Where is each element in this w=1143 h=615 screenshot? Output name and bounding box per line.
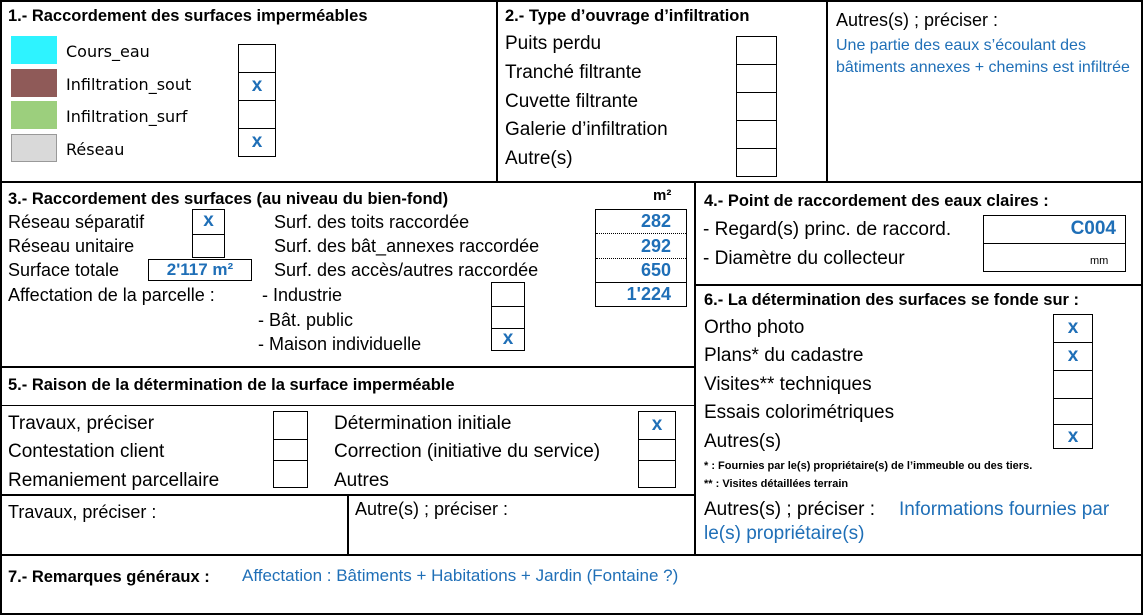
surface-totale-label: Surface totale: [8, 260, 120, 280]
raison-label: Détermination initiale: [334, 413, 512, 434]
reseau-separatif-checkbox[interactable]: x: [192, 209, 225, 235]
autres-preciser-label: Autre(s) ; préciser :: [355, 499, 509, 519]
ouvrage-checkbox[interactable]: [736, 36, 777, 65]
autres-determination-checkbox[interactable]: x: [1053, 424, 1093, 449]
autres-preciser-label: Autres(s) ; préciser :: [704, 499, 876, 520]
reseau-unitaire-checkbox[interactable]: [192, 234, 225, 258]
ouvrage-label: Autre(s): [505, 148, 573, 169]
footnote-1: * : Fournies par le(s) propriétaire(s) de l’immeuble ou des tiers.: [704, 460, 1033, 472]
autres-preciser-label: Autres(s) ; préciser :: [836, 10, 999, 30]
diametre-label: - Diamètre du collecteur: [703, 248, 905, 269]
affectation-option-label: - Industrie: [262, 285, 343, 305]
legend-checkbox-reseau[interactable]: x: [238, 128, 276, 157]
autres-preciser-value: Une partie des eaux s’écoulant des bâtiments annexes + chemins est infiltrée: [836, 37, 1130, 76]
section-3-title: 3.- Raccordement des surfaces (au niveau du bien-fond): [8, 190, 449, 208]
diametre-unit: mm: [1090, 255, 1109, 267]
ouvrage-checkbox[interactable]: [736, 64, 777, 93]
surface-toits-value[interactable]: 282: [640, 211, 671, 231]
ouvrage-checkbox[interactable]: [736, 120, 777, 149]
ouvrage-label: Galerie d’infiltration: [505, 119, 668, 140]
section-6-title: 6.- La détermination des surfaces se fonde sur :: [704, 291, 1080, 309]
affectation-option-label: - Bât. public: [258, 310, 354, 330]
surface-label: Surf. des toits raccordée: [274, 212, 470, 232]
reseau-separatif-label: Réseau séparatif: [8, 212, 145, 232]
raison-label: Travaux, préciser: [8, 413, 155, 434]
section-2-title: 2.- Type d’ouvrage d’infiltration: [505, 7, 750, 25]
legend-label: Réseau: [66, 140, 125, 159]
plans-cadastre-checkbox[interactable]: x: [1053, 342, 1093, 371]
determination-label: Visites** techniques: [704, 374, 872, 395]
affectation-option-label: - Maison individuelle: [258, 334, 422, 354]
ouvrage-checkbox[interactable]: [736, 92, 777, 121]
affectation-industrie-checkbox[interactable]: [491, 282, 525, 307]
ouvrage-label: Cuvette filtrante: [505, 91, 639, 112]
raison-remaniement-checkbox[interactable]: [273, 460, 308, 488]
section-4-title: 4.- Point de raccordement des eaux claires :: [704, 192, 1049, 210]
autres-preciser-value-2: le(s) propriétaire(s): [704, 523, 865, 544]
footnote-2: ** : Visites détaillées terrain: [704, 478, 849, 490]
raison-label: Autres: [334, 470, 389, 491]
determination-label: Plans* du cadastre: [704, 345, 864, 366]
surface-acces-value[interactable]: 650: [640, 260, 671, 280]
legend-label: Infiltration_surf: [66, 107, 188, 126]
legend-swatch-cours-eau: [11, 36, 57, 64]
surface-totale-value: 2'117 m²: [166, 260, 234, 279]
section-1-title: 1.- Raccordement des surfaces imperméables: [8, 7, 368, 25]
legend-checkbox-infiltration-sout[interactable]: x: [238, 72, 276, 101]
ouvrage-label: Puits perdu: [505, 33, 602, 54]
remarques-value: Affectation : Bâtiments + Habitations + Jardin (Fontaine ?): [242, 566, 679, 585]
determination-label: Ortho photo: [704, 317, 805, 338]
legend-label: Infiltration_sout: [66, 75, 192, 94]
legend-swatch-infiltration-surf: [11, 101, 57, 129]
raison-label: Contestation client: [8, 441, 165, 462]
legend-swatch-reseau: [11, 134, 57, 162]
section-5-title: 5.- Raison de la détermination de la surface imperméable: [8, 376, 455, 394]
regard-value: C004: [1070, 218, 1116, 239]
autres-preciser-value-1: Informations fournies par: [899, 499, 1110, 520]
legend-checkbox-infiltration-surf[interactable]: [238, 100, 276, 129]
essais-colorimetriques-checkbox[interactable]: [1053, 398, 1093, 427]
determination-label: Essais colorimétriques: [704, 402, 895, 423]
surface-total-value[interactable]: 1'224: [626, 284, 671, 304]
surface-label: Surf. des accès/autres raccordée: [274, 260, 539, 280]
raison-label: Remaniement parcellaire: [8, 470, 220, 491]
section-7-title: 7.- Remarques généraux :: [8, 568, 210, 586]
ouvrage-label: Tranché filtrante: [505, 62, 642, 83]
legend-label: Cours_eau: [66, 42, 150, 61]
determination-label: Autres(s): [704, 431, 782, 452]
surface-label: Surf. des bât_annexes raccordée: [274, 236, 540, 256]
divider: [596, 233, 686, 234]
legend-checkbox-cours-eau[interactable]: [238, 44, 276, 73]
legend-swatch-infiltration-sout: [11, 69, 57, 97]
unit-label: m²: [653, 187, 672, 204]
affectation-label: Affectation de la parcelle :: [8, 285, 215, 305]
surface-annexes-value[interactable]: 292: [640, 236, 671, 256]
ouvrage-checkbox[interactable]: [736, 148, 777, 177]
travaux-preciser-label: Travaux, préciser :: [8, 502, 157, 522]
visites-techniques-checkbox[interactable]: [1053, 370, 1093, 399]
reseau-unitaire-label: Réseau unitaire: [8, 236, 135, 256]
affectation-maison-checkbox[interactable]: x: [491, 328, 525, 351]
raison-travaux-checkbox[interactable]: [273, 411, 308, 440]
regard-label: - Regard(s) princ. de raccord.: [703, 219, 952, 240]
raison-initiale-checkbox[interactable]: x: [638, 411, 676, 440]
ortho-photo-checkbox[interactable]: x: [1053, 314, 1093, 343]
raison-label: Correction (initiative du service): [334, 441, 601, 462]
raison-autres-checkbox[interactable]: [638, 460, 676, 488]
